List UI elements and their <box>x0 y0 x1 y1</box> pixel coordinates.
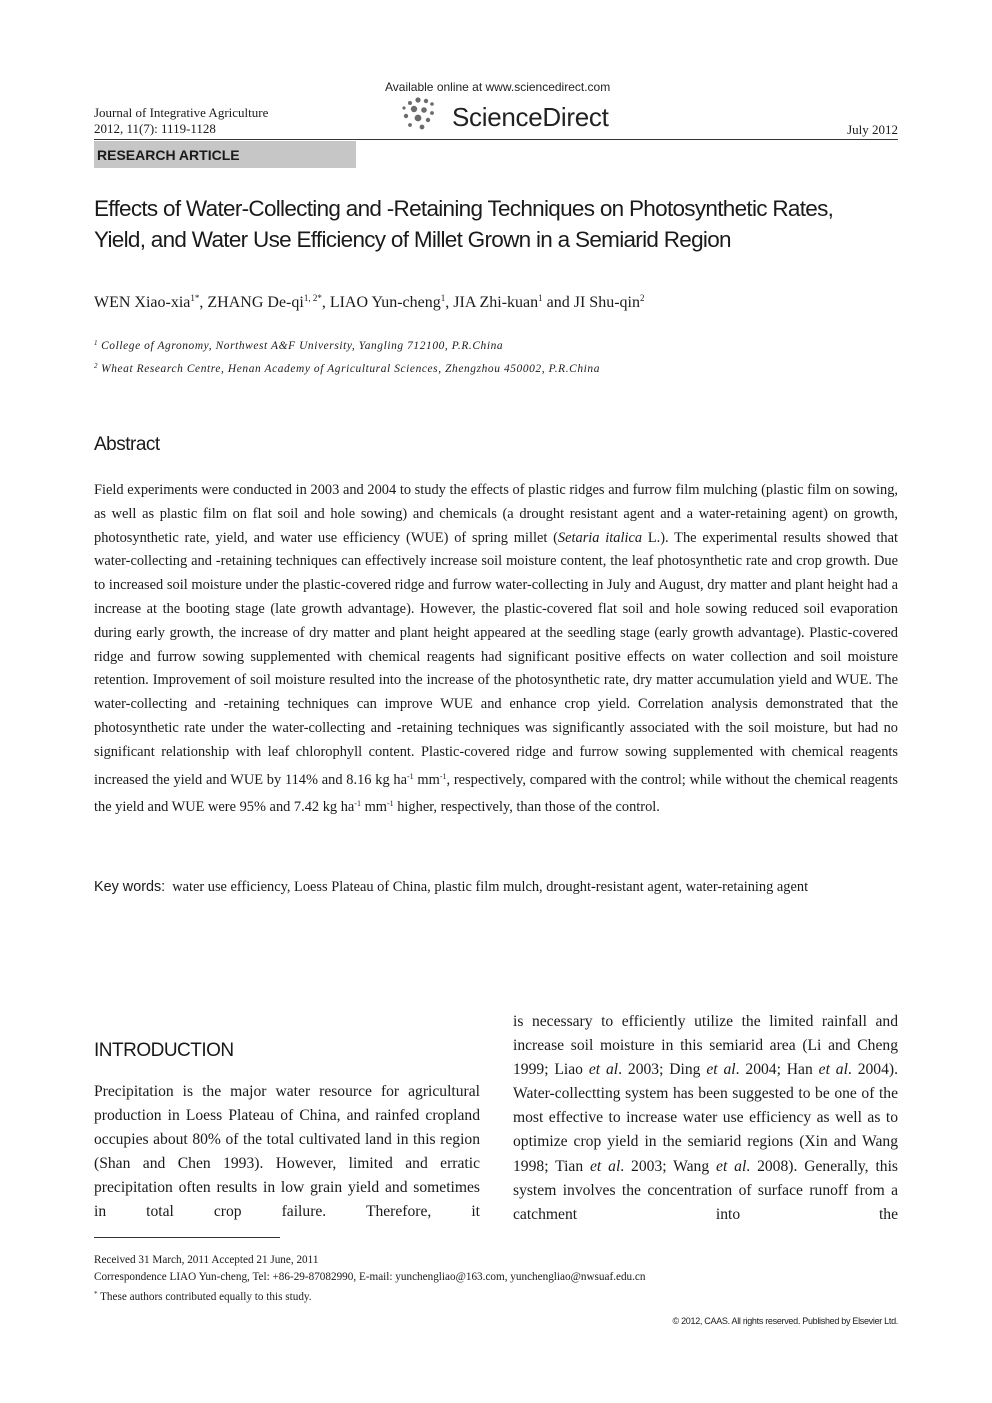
intro-right-column <box>513 1010 898 1227</box>
abstract-text: mm <box>360 799 387 816</box>
intro-text: . 2003; Wang <box>620 1157 717 1175</box>
author-name: JIA Zhi-kuan <box>453 294 539 311</box>
author-affil-mark: 1 <box>440 293 446 303</box>
abstract-text: Field experiments were conducted in 2003 and 2004 to study the effects of plastic ridges and furrow film mulching (plastic film on sowing, as well as plastic film on flat soil and hole sowing) and chemicals (a drought resistant agent and a water-retaining agent) on growth, photosynthetic rate, yield, and water use efficiency (WUE) of spring millet ( <box>94 482 898 546</box>
author-separator: , <box>445 294 454 311</box>
species-name: Setaria italica <box>557 529 643 546</box>
abstract-text: higher, respectively, than those of the control. <box>393 799 660 816</box>
intro-left-column: Precipitation is the major water resource for agricultural production in Loess Plateau of China, and rainfed cropland occupies about 80% of the total cultivated land in this region (Shan and Chen 1993). However, limited and erratic precipitation often results in low grain yield and sometimes in total crop failure. Therefore, it <box>94 1083 480 1221</box>
unit-exponent: -1 <box>386 799 394 809</box>
sciencedirect-wordmark: ScienceDirect <box>452 102 609 132</box>
available-online-link[interactable]: Available online at www.sciencedirect.com <box>385 80 611 94</box>
journal-name: Journal of Integrative Agriculture <box>94 105 269 120</box>
sciencedirect-logo-icon <box>398 94 438 134</box>
author-name: LIAO Yun-cheng <box>329 294 441 311</box>
article-type-badge: RESEARCH ARTICLE <box>94 141 356 168</box>
author-affil-mark: 1* <box>190 293 200 303</box>
unit-exponent: -1 <box>354 799 361 809</box>
affiliation-number: 2 <box>94 362 99 370</box>
abstract-body <box>94 479 898 820</box>
affiliation-text: College of Agronomy, Northwest A&F University, Yangling 712100, P.R.China <box>101 340 504 352</box>
title-line-1: Effects of Water-Collecting and -Retaining Techniques on Photosynthetic Rates, <box>94 196 834 221</box>
unit-exponent: -1 <box>406 771 414 781</box>
abstract-text: , respectively, compared with the control; while without the chemical reagents the yield and WUE were 95% and 7.42 kg ha <box>94 771 898 816</box>
author-affil-mark: 1 <box>538 293 543 303</box>
author-name: WEN Xiao-xia <box>94 294 191 311</box>
correspondence: Correspondence LIAO Yun-cheng, Tel: +86-29-87082990, E-mail: yunchengliao@163.com, yunchengliao@nwsuaf.edu.cn <box>94 1271 646 1283</box>
author-affil-mark: 2 <box>639 293 645 303</box>
intro-text: . 2003; Ding <box>618 1061 707 1079</box>
affiliation-1 <box>94 333 600 356</box>
author-separator: , <box>199 294 208 311</box>
journal-header <box>94 105 268 137</box>
copyright: © 2012, CAAS. All rights reserved. Published by Elsevier Ltd. <box>672 1316 898 1326</box>
title-line-2: Yield, and Water Use Efficiency of Millet Grown in a Semiarid Region <box>94 227 731 252</box>
footnote-divider <box>94 1237 280 1238</box>
equal-contribution-note <box>94 1286 312 1306</box>
author-name: ZHANG De-qi <box>207 294 304 311</box>
citation-etal: et al <box>590 1157 621 1175</box>
intro-text: . 2004). Water-collectting system has been suggested to be one of the most effective to increase water use efficiency as well as to optimize crop yield in the semiarid regions (Xin and Wang 1998; Tian <box>513 1061 898 1175</box>
affiliation-number: 1 <box>94 339 99 347</box>
author-list <box>94 287 644 314</box>
received-dates: Received 31 March, 2011 Accepted 21 June, 2011 <box>94 1254 319 1266</box>
affiliations <box>94 333 600 379</box>
footnote-text: These authors contributed equally to this study. <box>97 1291 312 1303</box>
footnote-mark: * <box>94 1290 98 1298</box>
intro-text: . 2008). Generally, this system involves the concentration of surface runoff from a catchment into the <box>513 1157 898 1223</box>
keywords-label: Key words: <box>94 879 166 895</box>
keywords <box>94 875 898 899</box>
keywords-text: water use efficiency, Loess Plateau of China, plastic film mulch, drought-resistant agent, water-retaining agent <box>172 879 809 895</box>
intro-text: is necessary to efficiently utilize the limited rainfall and increase soil moisture in this semiarid area (Li and Cheng 1999; Liao <box>513 1013 898 1079</box>
header-divider <box>94 139 898 140</box>
citation-etal: et al <box>818 1061 848 1079</box>
intro-text: . 2004; Han <box>735 1061 819 1079</box>
issue-date: July 2012 <box>847 122 898 137</box>
unit-exponent: -1 <box>439 771 447 781</box>
article-title <box>94 193 906 255</box>
author-separator: , <box>321 294 330 311</box>
introduction-heading: INTRODUCTION <box>94 1040 234 1061</box>
affiliation-2 <box>94 356 600 379</box>
abstract-text: L.). The experimental results showed that water-collecting and -retaining techniques can effectively increase soil moisture content, the leaf photosynthetic rate and crop growth. Due to increased soil moisture under the plastic-covered ridge and furrow water-collecting in July and August, dry matter and plant height had a increase at the booting stage (late growth advantage). However, the plastic-covered flat soil and hole sowing reduced soil evaporation during early growth, the increase of dry matter and plant height appeared at the seedling stage (early growth advantage). Plastic-covered ridge and furrow sowing supplemented with chemical reagents had significant positive effects on water collection and soil moisture retention. Improvement of soil moisture resulted into the increase of the photosynthetic rate, dry matter accumulation yield and WUE. The water-collecting and -retaining techniques can improve WUE and enhance crop yield. Correlation analysis demonstrated that the photosynthetic rate under the water-collecting and -retaining techniques was significantly associated with the soil moisture, but had no significant relationship with leaf chlorophyll content. Plastic-covered ridge and furrow sowing supplemented with chemical reagents increased the yield and WUE by 114% and 8.16 kg ha <box>94 529 898 788</box>
journal-citation: 2012, 11(7): 1119-1128 <box>94 121 216 136</box>
affiliation-text: Wheat Research Centre, Henan Academy of Agricultural Sciences, Zhengzhou 450002, P.R.China <box>101 363 601 375</box>
citation-etal: et al <box>716 1157 747 1175</box>
citation-etal: et al <box>588 1061 619 1079</box>
author-affil-mark: 1, 2* <box>303 293 322 303</box>
author-name: JI Shu-qin <box>573 294 640 311</box>
author-separator: and <box>542 294 574 311</box>
abstract-heading: Abstract <box>94 434 160 455</box>
abstract-text: mm <box>413 771 440 788</box>
citation-etal: et al <box>706 1061 736 1079</box>
